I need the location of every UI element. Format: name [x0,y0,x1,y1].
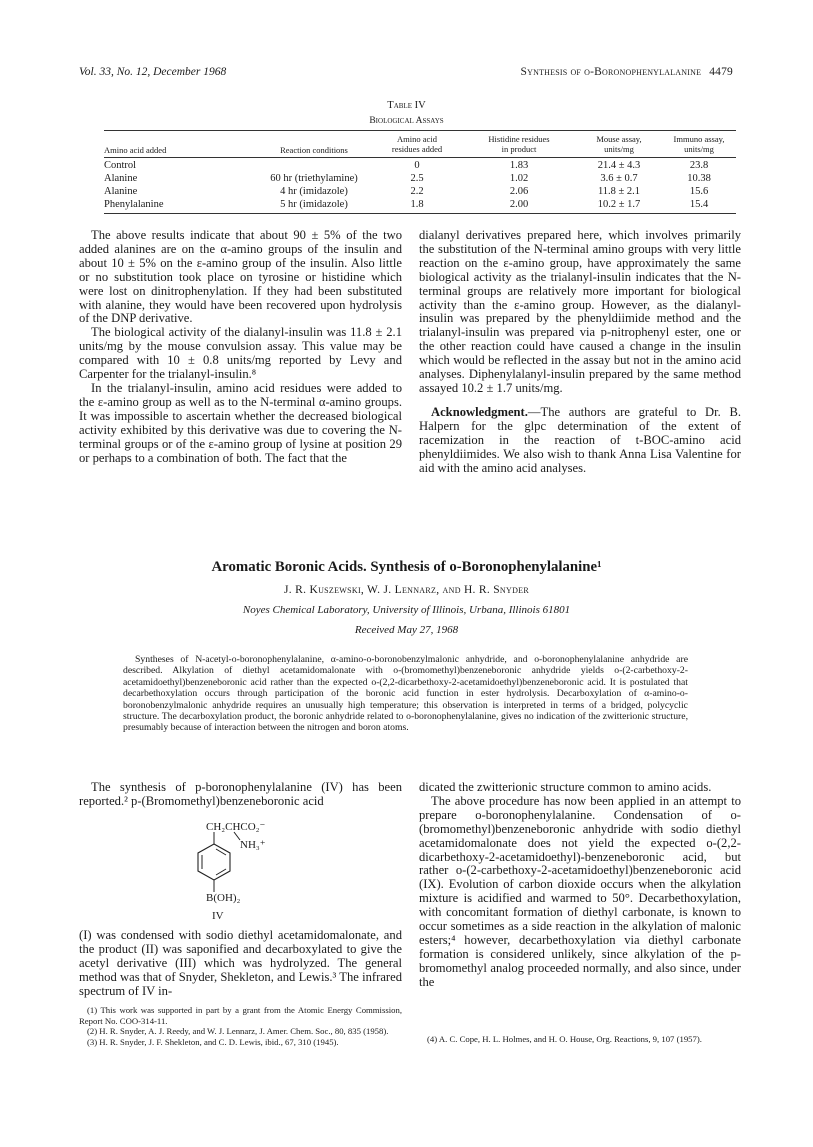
running-header-journal: Vol. 33, No. 12, December 1968 [79,66,227,78]
table-cell: 21.4 ± 4.3 [597,160,641,171]
structure-top-label: CH₂CHCO₂⁻ [206,821,266,833]
lower-left-continuation [79,929,402,999]
table-cell: 1.8 [410,199,424,210]
footnote: (2) H. R. Snyder, A. J. Reedy, and W. J. Lennarz, J. Amer. Chem. Soc., 80, 835 (1958). [87,1026,389,1037]
header-reaction-conditions: Reaction conditions [280,145,348,155]
acknowledgment-paragraph [419,406,741,476]
body-paragraph: The above procedure has now been applied in an attempt to prepare o-boronophenylalanine. Condensation of o-(bromomethyl)benzeneboronic anhydride with sodio diethyl acetamidomalonate does not yield the expected o-(2,2-dicarbethoxy-2-acetamidoethyl)-benzeneboronic acid, but rather o-(2-carbethoxy-2-acetamidoethyl)benzeneboronic acid (IX). Evolution of carbon dioxide occurs when the alkylation mixture is acidified and warmed to 50°. Decarbethoxylation, with concomitant formation of diethyl carbonate, is known to occur sometimes as a side reaction in the alkylation of malonic esters;⁴ however, decarbethoxylation via diethyl carbonate formation is considered unlikely, since alkylation of the p-bromomethyl analog proceeded normally, and also since, under the [419,793,741,989]
table-cell: 1.02 [509,173,529,184]
table-bottom-rule [104,213,736,214]
header-immuno-line2: units/mg [684,144,714,154]
header-residues-line2: residues added [391,144,443,154]
structure-iv-figure [190,820,310,930]
table-cell: 60 hr (triethylamine) [270,173,358,184]
body-paragraph: (I) was condensed with sodio diethyl acetamidomalonate, and the product (II) was saponified and decarboxylated to give the acetyl derivative (III) which was hydrolyzed. The general method was that of Snyder, Shekleton, and Lewis.³ The infrared spectrum of IV in- [79,928,402,998]
running-header-title-text: Synthesis of o-Boronophenylalanine [520,66,702,78]
body-paragraph: The synthesis of p-boronophenylalanine (IV) has been reported.² p-(Bromomethyl)benzeneboronic acid [79,780,402,808]
article-title: Aromatic Boronic Acids. Synthesis of o-Boronophenylalanine¹ [211,559,602,575]
table-row [104,185,736,198]
body-paragraph: In the trialanyl-insulin, amino acid residues were added to the ε-amino group as well as to the N-terminal α-amino groups. It was impossible to ascertain whether the decreased biological activity exhibited by this derivative was due to covering the N-terminal groups or of the ε-amino group of lysine at position 29 or perhaps to a combination of both. The fact that the [79,380,402,465]
header-mouse-line2: units/mg [604,144,634,154]
header-residues-line1: Amino acid [397,134,437,144]
table-cell: 15.6 [689,186,709,197]
table-number: Table IV [387,100,426,111]
upper-left-column [79,229,402,465]
running-header-title [521,66,733,78]
table-row [104,198,736,211]
header-immuno-line1: Immuno assay, [673,134,725,144]
article-affiliation: Noyes Chemical Laboratory, University of Illinois, Urbana, Illinois 61801 [242,604,571,616]
table-cell: 4 hr (imidazole) [280,186,348,197]
received-date: Received May 27, 1968 [354,624,459,636]
structure-bottom-label: B(OH)₂ [206,892,241,904]
table-cell: 10.2 ± 1.7 [597,199,641,210]
compound-number: IV [212,910,224,922]
table-cell: 10.38 [687,173,711,184]
header-histidine-line1: Histidine residues [488,134,550,144]
footnotes-right [419,1034,741,1045]
table-cell: 2.5 [410,173,424,184]
structure-side-label: NH₃⁺ [240,839,266,851]
footnote: (3) H. R. Snyder, J. F. Shekleton, and C. D. Lewis, ibid., 67, 310 (1945). [87,1036,339,1047]
table-cell: Phenylalanine [104,199,164,210]
table-cell: 2.2 [410,186,424,197]
article-abstract: Syntheses of N-acetyl-o-boronophenylalanine, α-amino-o-boronobenzylmalonic anhydride, and o-boronophenylalanine anhydride are described. Alkylation of diethyl acetamidomalonate with o-(bromomethyl)benzeneboronic anhydride yields o-(2-carbethoxy-2-acetamidoethyl)benzeneboronic acid rather than the expected o-(2,2-dicarbethoxy-2-acetamidoethyl)benzeneboronic acid. It is postulated that decarbethoxylation occurs through participation of the boronic acid function in ester hydrolysis. Decarboxylation of α-amino-o-boronobenzylmalonic anhydride requires an unusually high temperature; this observation is interpreted in terms of a bridged, polycyclic structure. The decarboxylation product, the boronic anhydride related to o-boronophenylalanine, gives no indication of the zwitterionic structure, presumably because of interaction between the nitrogen and boron atoms. [123,654,688,734]
table-header-row [104,134,736,156]
lower-right-column [419,781,741,990]
table-row [104,159,736,172]
footnote: (1) This work was supported in part by a grant from the Atomic Energy Commission, Report No. COO-314-11. [79,1005,402,1026]
body-paragraph: The above results indicate that about 90 ± 5% of the two added alanines are on the α-amino groups of the insulin and about 10 ± 5% on the ε-amino group of the insulin. Also little or no substitution took place on tyrosine or histidine which were lost on dinitrophenylation. If they had been substituted with alanine, they would have been recovered upon hydrolysis of the DNP derivative. [79,228,402,326]
table-header-rule [104,157,736,158]
table-cell: Control [104,160,137,171]
table-title: Biological Assays [369,116,444,126]
acknowledgment-label: Acknowledgment. [431,404,528,419]
table-cell: 0 [414,160,420,171]
body-paragraph: dialanyl derivatives prepared here, which involves primarily the substitution of the N-terminal amino groups with very little reaction on the ε-amino group, have approximately the same biological activity as the trialanyl-insulin indicates that the N-terminal groups are relatively more important for biological activity than the ε-amino group. However, as the dialanyl-insulin was prepared by the phenyldiimide method and the trialanyl-insulin was prepared via p-nitrophenyl ester, one or the other reaction could have caused a change in the insulin which would be reflected in the assay but not in the amino acid analyses. Diphenylalanyl-insulin prepared by the same method assayed 10.2 ± 1.7 units/mg. [419,228,741,395]
table-cell: 2.00 [509,199,529,210]
table-cell: 23.8 [689,160,709,171]
table-cell: 1.83 [509,160,529,171]
footnotes-left [79,1005,402,1047]
lower-left-intro [79,781,402,809]
body-paragraph: The biological activity of the dialanyl-insulin was 11.8 ± 2.1 units/mg by the mouse convulsion assay. This value may be compared with 10 ± 0.8 units/mg reported by Levy and Carpenter for the trialanyl-insulin.⁸ [79,325,402,382]
body-paragraph: dicated the zwitterionic structure common to amino acids. [419,780,712,794]
table-cell: Alanine [104,186,138,197]
footnote: (4) A. C. Cope, H. L. Holmes, and H. O. House, Org. Reactions, 9, 107 (1957). [427,1034,702,1044]
table-top-rule [104,130,736,131]
table-cell: 5 hr (imidazole) [280,199,348,210]
table-cell: Alanine [104,173,138,184]
page-number: 4479 [709,66,733,78]
table-cell: 11.8 ± 2.1 [597,186,641,197]
table-row [104,172,736,185]
acknowledgment-text: —The authors are grateful to Dr. B. Halpern for the glpc determination of the extent of racemization in the reaction of t-BOC-amino acid phenyldiimides. We also wish to thank Anna Lisa Valentine for aid with the amino acid analyses. [419,404,741,475]
upper-right-column [419,229,741,475]
table-cell: 15.4 [689,199,709,210]
table-cell: 2.06 [509,186,529,197]
header-amino-acid-added: Amino acid added [104,145,167,155]
benzene-ring-drawing [190,820,310,930]
header-mouse-line1: Mouse assay, [596,134,642,144]
table-cell: 3.6 ± 0.7 [600,173,638,184]
article-authors: J. R. Kuszewski, W. J. Lennarz, and H. R. Snyder [284,584,529,596]
header-histidine-line2: in product [501,144,537,154]
